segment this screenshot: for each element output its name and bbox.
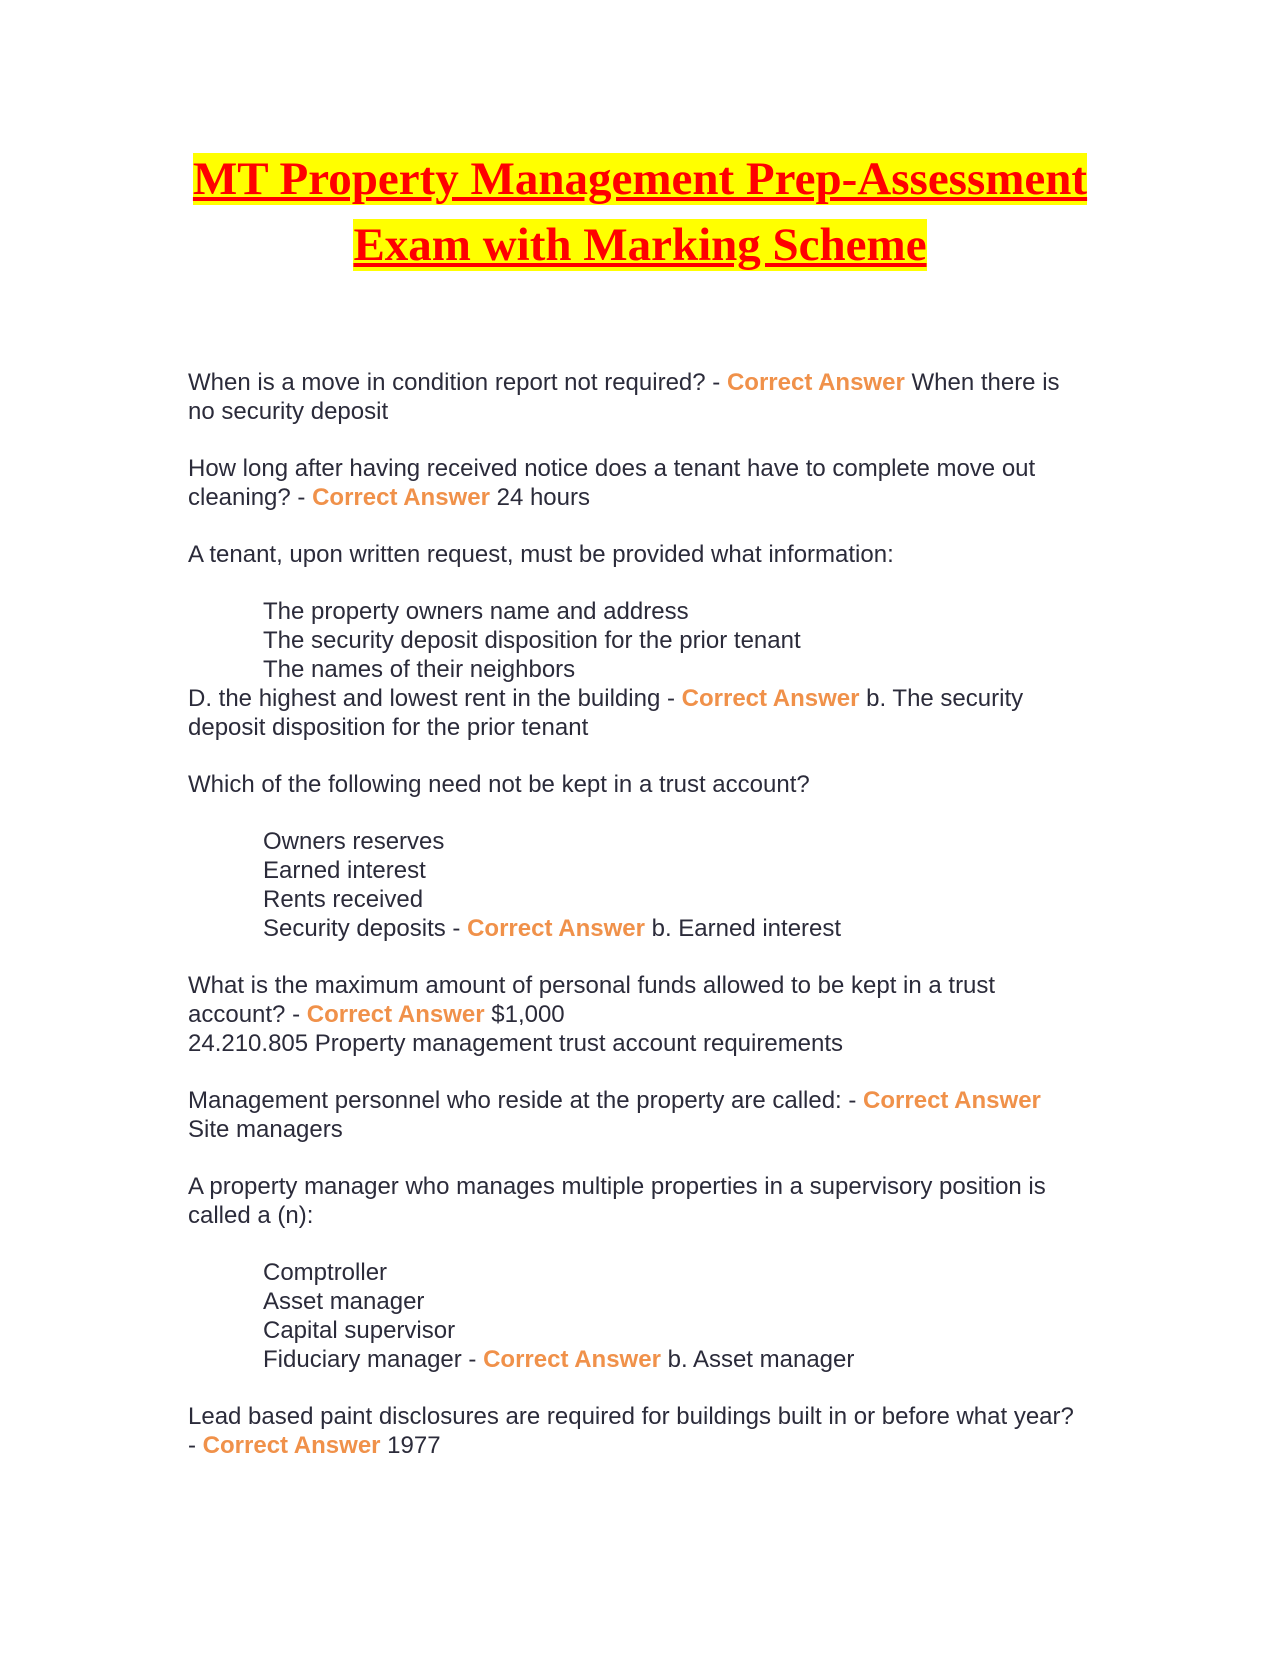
question-7: [188, 1172, 1118, 1374]
answer-text: 24 hours: [489, 484, 590, 511]
question-text: How long after having received notice does a tenant have to complete move out: [188, 455, 1036, 482]
answer-text: deposit disposition for the prior tenant: [188, 714, 589, 741]
option-item: Security deposits -: [263, 915, 468, 942]
question-text: What is the maximum amount of personal funds allowed to be kept in a trust: [188, 972, 996, 999]
question-text: cleaning? -: [188, 484, 313, 511]
question-text: Lead based paint disclosures are required for buildings built in or before what year?: [188, 1403, 1074, 1430]
option-item: Fiduciary manager -: [263, 1346, 484, 1373]
question-3: [188, 540, 1118, 742]
question-text: Which of the following need not be kept in a trust account?: [188, 771, 810, 798]
correct-answer-label: Correct Answer: [467, 915, 645, 942]
answer-text: When there is: [904, 369, 1060, 396]
correct-answer-label: Correct Answer: [202, 1432, 381, 1459]
title-line-2: Exam with Marking Scheme: [353, 219, 927, 271]
question-1: [188, 368, 1118, 426]
question-text: account? -: [188, 1001, 307, 1028]
option-item: Comptroller: [263, 1259, 388, 1286]
answer-text: b. The security: [859, 685, 1024, 712]
correct-answer-label: Correct Answer: [681, 685, 860, 712]
answer-text: $1,000: [484, 1001, 565, 1028]
correct-answer-label: Correct Answer: [483, 1346, 661, 1373]
correct-answer-label: Correct Answer: [312, 484, 490, 511]
correct-answer-label: Correct Answer: [863, 1087, 1041, 1114]
title-line-1: MT Property Management Prep-Assessment: [192, 153, 1088, 205]
question-list: [188, 368, 1118, 1460]
question-6: [188, 1086, 1118, 1144]
answer-text: b. Asset manager: [660, 1346, 855, 1373]
answer-text: 1977: [380, 1432, 441, 1459]
option-item: The property owners name and address: [263, 598, 689, 625]
option-item: Asset manager: [263, 1288, 425, 1315]
question-4: [188, 770, 1118, 943]
option-item: Owners reserves: [263, 828, 445, 855]
question-5: [188, 971, 1118, 1058]
question-8: [188, 1402, 1118, 1460]
question-text: called a (n):: [188, 1202, 314, 1229]
option-item: The names of their neighbors: [263, 656, 576, 683]
option-item: Earned interest: [263, 857, 426, 884]
question-text: A tenant, upon written request, must be provided what information:: [188, 541, 894, 568]
option-item: D. the highest and lowest rent in the building -: [188, 685, 682, 712]
option-item: Rents received: [263, 886, 424, 913]
answer-text: no security deposit: [188, 398, 389, 425]
question-text: When is a move in condition report not required? -: [188, 369, 727, 396]
document-title: [0, 146, 1280, 278]
answer-text: Site managers: [188, 1116, 343, 1143]
answer-reference: 24.210.805 Property management trust account requirements: [188, 1030, 844, 1057]
option-item: The security deposit disposition for the prior tenant: [263, 627, 801, 654]
question-2: [188, 454, 1118, 512]
question-text: Management personnel who reside at the property are called: -: [188, 1087, 864, 1114]
correct-answer-label: Correct Answer: [306, 1001, 485, 1028]
correct-answer-label: Correct Answer: [726, 369, 905, 396]
question-text: -: [188, 1432, 203, 1459]
question-text: A property manager who manages multiple properties in a supervisory position is: [188, 1173, 1046, 1200]
answer-text: b. Earned interest: [644, 915, 842, 942]
option-item: Capital supervisor: [263, 1317, 456, 1344]
